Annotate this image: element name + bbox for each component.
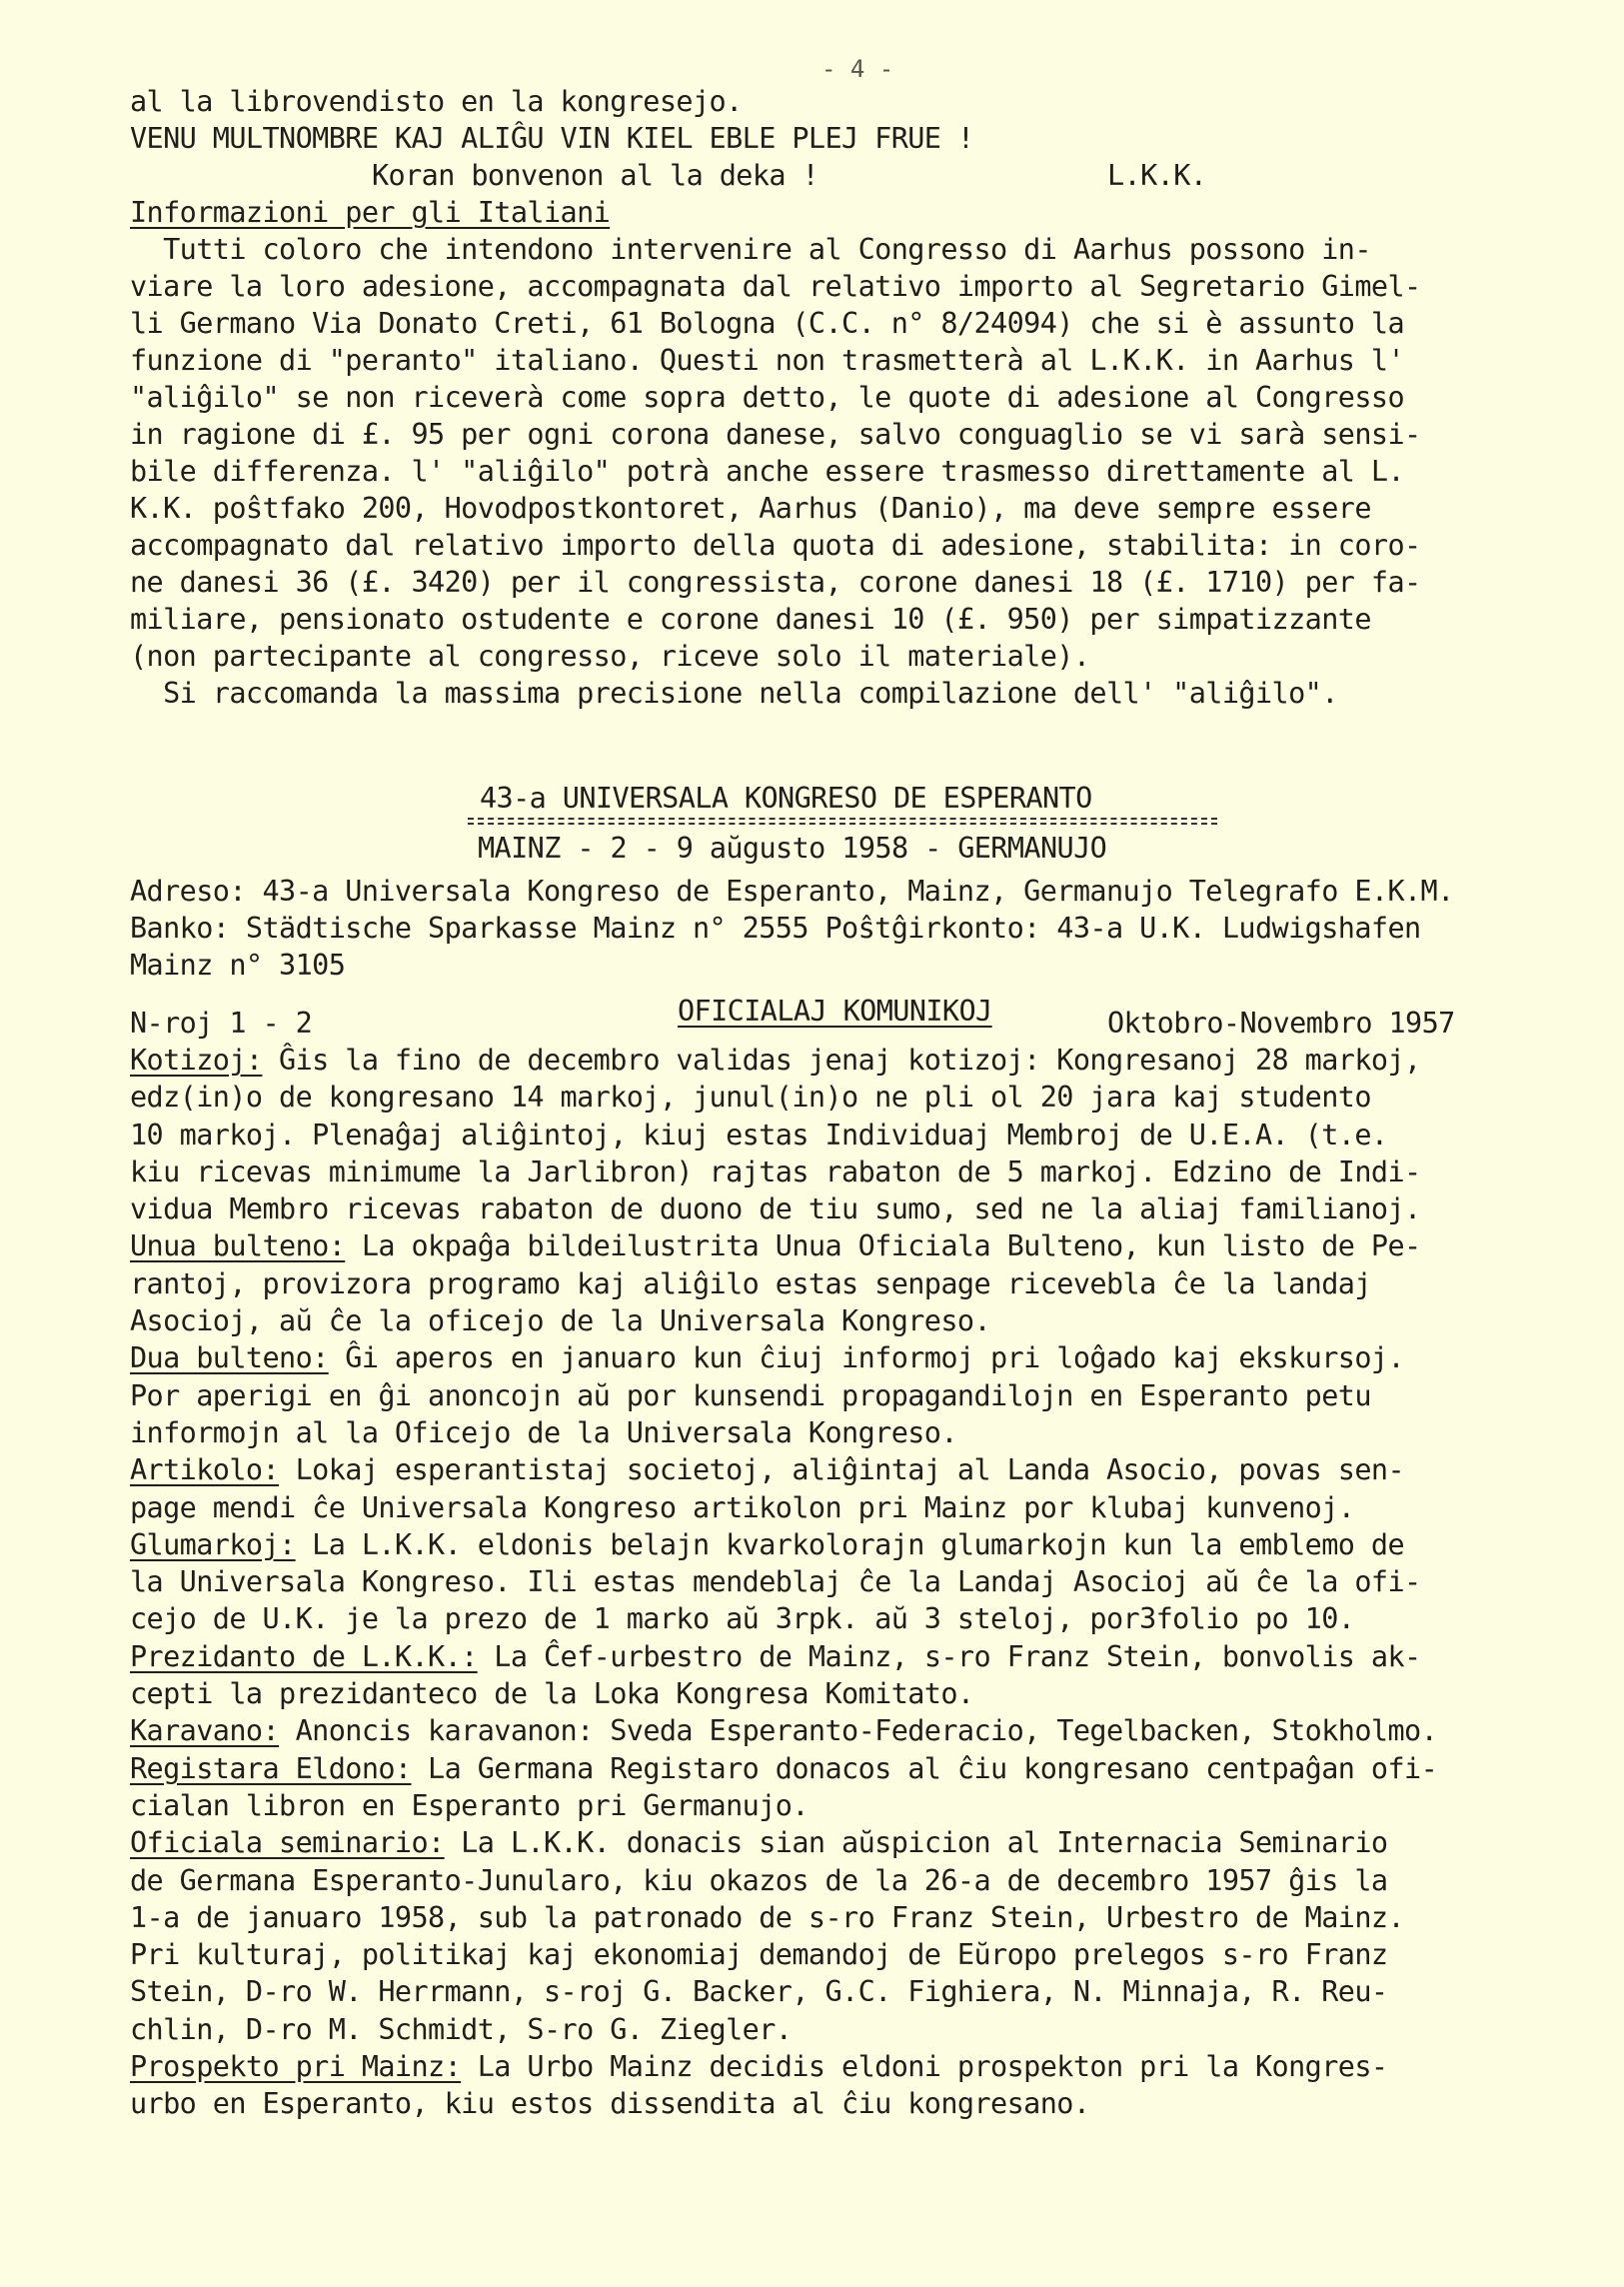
- italian-line: miliare, pensionato ostudente e corone danesi 10 (£. 950) per simpatizzante: [130, 603, 1371, 636]
- section-line: [130, 1862, 1387, 1899]
- section-text: La Urbo Mainz decidis eldoni prospekton pri la Kongres-: [461, 2050, 1388, 2083]
- congress-title: 43-a UNIVERSALA KONGRESO DE ESPERANTO: [480, 782, 1092, 815]
- section-text: Pri kulturaj, politikaj kaj ekonomiaj demandoj de Eŭropo prelegos s-ro Franz: [130, 1938, 1388, 1971]
- section-line: [130, 1712, 1437, 1749]
- italian-line: in ragione di £. 95 per ogni corona danese, salvo conguaglio se vi sarà sensi-: [130, 418, 1421, 451]
- section-text: la Universala Kongreso. Ili estas mendeblaj ĉe la Landaj Asocioj aŭ ĉe la ofi-: [130, 1565, 1421, 1598]
- section-heading: Dua bulteno:: [130, 1341, 329, 1374]
- section-text: vidua Membro ricevas rabaton de duono de tiu sumo, sed ne la aliaj familianoj.: [130, 1192, 1421, 1225]
- section-heading: Unua bulteno:: [130, 1229, 346, 1262]
- section-heading: Oficiala seminario:: [130, 1826, 445, 1859]
- section-line: [130, 2011, 792, 2048]
- italian-line: "aliĝilo" se non riceverà come sopra detto, le quote di adesione al Congresso: [130, 381, 1405, 414]
- section-line: [130, 1190, 1421, 1227]
- italian-line: funzione di "peranto" italiano. Questi non trasmetterà al L.K.K. in Aarhus l': [130, 344, 1405, 377]
- italian-line: ne danesi 36 (£. 3420) per il congressista, corone danesi 18 (£. 1710) per fa-: [130, 566, 1421, 599]
- bulletin-date: Oktobro-Novembro 1957: [1107, 1007, 1455, 1040]
- section-line: [130, 1489, 1354, 1526]
- section-heading: Prezidanto de L.K.K.:: [130, 1640, 478, 1673]
- section-text: chlin, D-ro M. Schmidt, S-ro G. Ziegler.: [130, 2013, 793, 2046]
- section-line: [130, 1638, 1421, 1675]
- section-text: Por aperigi en ĝi anoncojn aŭ por kunsendi propagandilojn en Esperanto petu: [130, 1379, 1371, 1412]
- closing-greeting: Koran bonvenon al la deka !: [372, 159, 819, 192]
- italian-line: viare la loro adesione, accompagnata dal relativo importo al Segretario Gimel-: [130, 270, 1421, 303]
- italian-line: Tutti coloro che intendono intervenire al Congresso di Aarhus possono in-: [130, 233, 1371, 266]
- section-line: [130, 1973, 1387, 2010]
- section-line: [130, 1600, 1354, 1637]
- section-line: [130, 1787, 809, 1824]
- italian-line: li Germano Via Donato Creti, 61 Bologna (C.C. n° 8/24094) che si è assunto la: [130, 307, 1405, 340]
- section-line: [130, 1824, 1387, 1861]
- section-line: [130, 1265, 1371, 1302]
- section-line: [130, 2048, 1387, 2085]
- section-line: [130, 1414, 957, 1451]
- section-text: 1-a de januaro 1958, sub la patronado de s-ro Franz Stein, Urbestro de Mainz.: [130, 1901, 1405, 1934]
- section-line: [130, 1936, 1387, 1973]
- section-heading: Glumarkoj:: [130, 1528, 296, 1561]
- address-line: Adreso: 43-a Universala Kongreso de Esperanto, Mainz, Germanujo Telegrafo E.K.M.: [130, 875, 1454, 908]
- italian-line: (non partecipante al congresso, riceve solo il materiale).: [130, 640, 1090, 673]
- italian-heading: Informazioni per gli Italiani: [130, 196, 611, 229]
- italian-line: bile differenza. l' "aliĝilo" potrà anche essere trasmesso direttamente al L.: [130, 455, 1405, 488]
- section-text: Ĝis la fino de decembro validas jenaj kotizoj: Kongresanoj 28 markoj,: [262, 1044, 1421, 1077]
- section-text: cialan libron en Esperanto pri Germanujo.: [130, 1789, 809, 1822]
- section-text: edz(in)o de kongresano 14 markoj, junul(in)o ne pli ol 20 jara kaj studento: [130, 1081, 1371, 1114]
- section-text: La Germana Registaro donacos al ĉiu kongresano centpaĝan ofi-: [411, 1752, 1438, 1785]
- section-text: Anoncis karavanon: Sveda Esperanto-Federacio, Tegelbacken, Stokholmo.: [279, 1714, 1438, 1747]
- section-text: Stein, D-ro W. Herrmann, s-roj G. Backer, G.C. Fighiera, N. Minnaja, R. Reu-: [130, 1975, 1388, 2008]
- section-line: [130, 1079, 1371, 1116]
- section-text: page mendi ĉe Universala Kongreso artikolon pri Mainz por klubaj kunvenoj.: [130, 1491, 1355, 1524]
- section-line: [130, 1750, 1437, 1787]
- section-text: cejo de U.K. je la prezo de 1 marko aŭ 3rpk. aŭ 3 steloj, por3folio po 10.: [130, 1602, 1355, 1635]
- section-line: [130, 2085, 1089, 2122]
- section-text: 10 markoj. Plenaĝaj aliĝintoj, kiuj estas Individuaj Membroj de U.E.A. (t.e.: [130, 1119, 1388, 1151]
- title-double-rule: [468, 823, 1217, 825]
- section-heading: Prospekto pri Mainz:: [130, 2050, 462, 2083]
- section-line: [130, 1117, 1387, 1153]
- intro-line-2: VENU MULTNOMBRE KAJ ALIĜU VIN KIEL EBLE PLEJ FRUE !: [130, 122, 974, 155]
- congress-subtitle: MAINZ - 2 - 9 aŭgusto 1958 - GERMANUJO: [478, 832, 1107, 865]
- section-text: Lokaj esperantistaj societoj, aliĝintaj al Landa Asocio, povas sen-: [279, 1453, 1405, 1486]
- section-line: [130, 1451, 1404, 1488]
- closing-signature: L.K.K.: [1107, 159, 1207, 192]
- section-heading: Registara Eldono:: [130, 1752, 412, 1785]
- page-number: - 4 -: [821, 55, 894, 83]
- section-text: rantoj, provizora programo kaj aliĝilo estas senpage ricevebla ĉe la landaj: [130, 1267, 1371, 1300]
- italian-line: Si raccomanda la massima precisione nella compilazione dell' "aliĝilo".: [130, 677, 1338, 710]
- section-text: Ĝi aperos en januaro kun ĉiuj informoj pri loĝado kaj ekskursoj.: [328, 1341, 1405, 1374]
- section-text: cepti la prezidanteco de la Loka Kongresa Komitato.: [130, 1677, 974, 1710]
- section-heading: Kotizoj:: [130, 1044, 263, 1077]
- bulletin-number: N-roj 1 - 2: [130, 1007, 313, 1040]
- section-line: [130, 1675, 973, 1712]
- section-text: Asocioj, aŭ ĉe la oficejo de la Universala Kongreso.: [130, 1304, 991, 1337]
- section-line: [130, 1899, 1404, 1936]
- address-line: Banko: Städtische Sparkasse Mainz n° 2555 Poŝtĝirkonto: 43-a U.K. Ludwigshafen: [130, 912, 1421, 945]
- intro-line-1: al la librovendisto en la kongresejo.: [130, 85, 743, 118]
- section-line: [130, 1227, 1421, 1264]
- section-text: La okpaĝa bildeilustrita Unua Oficiala Bulteno, kun listo de Pe-: [345, 1229, 1421, 1262]
- section-text: de Germana Esperanto-Junularo, kiu okazos de la 26-a de decembro 1957 ĝis la: [130, 1864, 1388, 1897]
- section-line: [130, 1563, 1421, 1600]
- section-line: [130, 1042, 1421, 1079]
- section-text: urbo en Esperanto, kiu estos dissendita al ĉiu kongresano.: [130, 2087, 1090, 2120]
- italian-line: accompagnato dal relativo importo della quota di adesione, stabilita: in coro-: [130, 529, 1421, 562]
- address-line: Mainz n° 3105: [130, 949, 346, 982]
- section-text: La L.K.K. donacis sian aŭspicion al Internacia Seminario: [444, 1826, 1388, 1859]
- section-text: La Ĉef-urbestro de Mainz, s-ro Franz Stein, bonvolis ak-: [477, 1640, 1421, 1673]
- section-line: [130, 1153, 1421, 1190]
- title-double-rule: [468, 818, 1217, 820]
- section-line: [130, 1377, 1371, 1414]
- bulletin-title: OFICIALAJ KOMUNIKOJ: [678, 995, 992, 1028]
- section-line: [130, 1526, 1404, 1563]
- section-text: La L.K.K. eldonis belajn kvarkolorajn glumarkojn kun la emblemo de: [295, 1528, 1405, 1561]
- section-text: kiu ricevas minimume la Jarlibron) rajtas rabaton de 5 markoj. Edzino de Indi-: [130, 1155, 1421, 1188]
- section-text: informojn al la Oficejo de la Universala Kongreso.: [130, 1416, 957, 1449]
- section-heading: Karavano:: [130, 1714, 280, 1747]
- section-heading: Artikolo:: [130, 1453, 280, 1486]
- section-line: [130, 1302, 990, 1339]
- section-line: [130, 1339, 1404, 1376]
- italian-line: K.K. poŝtfako 200, Hovodpostkontoret, Aarhus (Danio), ma deve sempre essere: [130, 492, 1371, 525]
